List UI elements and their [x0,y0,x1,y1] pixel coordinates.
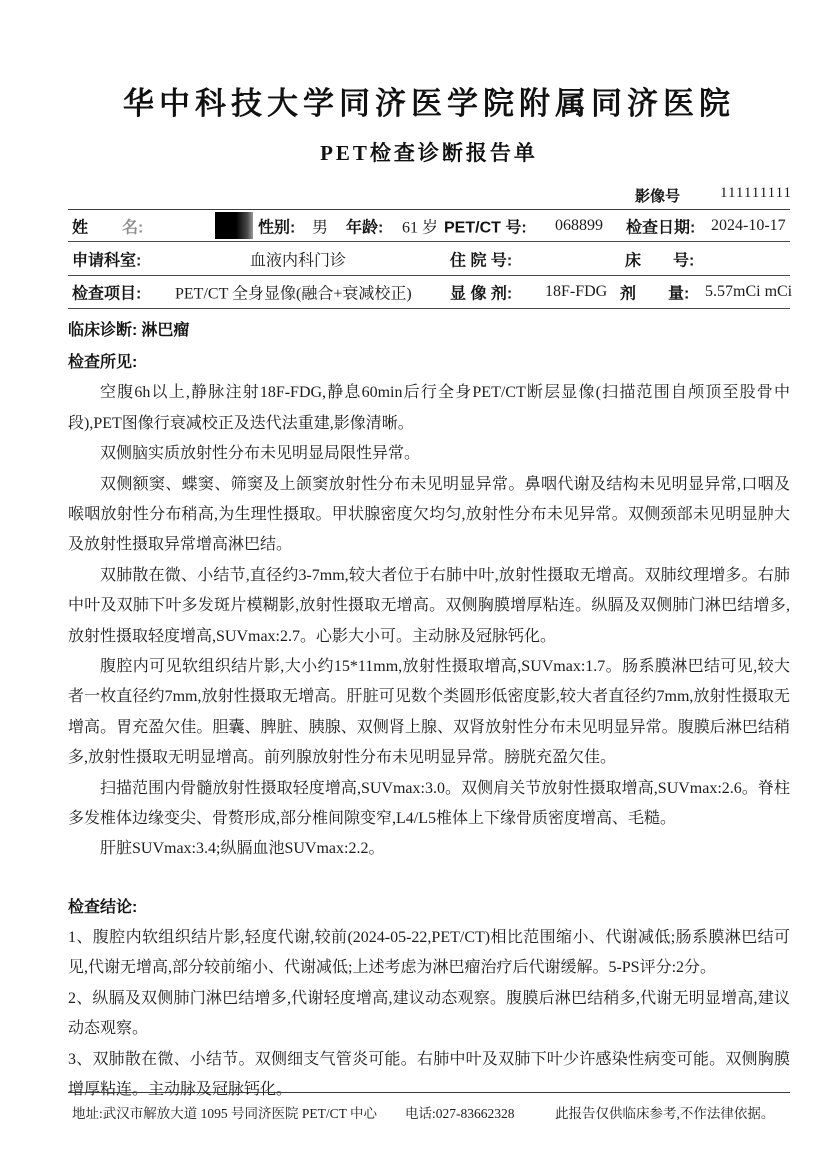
inpatient-no-label: 住 院 号: [450,252,513,270]
finding-paragraph: 扫描范围内骨髓放射性摄取轻度增高,SUVmax:3.0。双侧肩关节放射性摄取增高,SUVmax:2.6。脊柱多发椎体边缘变尖、骨赘形成,部分椎间隙变窄,L4/L5椎体上下缘骨质密度增高、毛糙。 [68,779,790,828]
dose-label: 剂 量: [620,285,690,303]
department-value: 血液内科门诊 [250,252,347,270]
report-content [68,82,793,1105]
tracer-value: 18F-FDG [545,283,608,301]
findings-label: 检查所见: [68,354,138,372]
petct-no-label: PET/CT 号: [444,219,527,237]
patient-info-row-1 [68,210,790,242]
clinical-diagnosis-label: 临床诊断: [68,322,138,340]
finding-paragraph: 空腹6h以上,静脉注射18F-FDG,静息60min后行全身PET/CT断层显像(扫描范围自颅顶至股骨中段),PET图像行衰减校正及迭代法重建,影像清晰。 [68,384,790,432]
clinical-diagnosis-value: 淋巴瘤 [141,322,190,340]
patient-info-row-3 [68,276,793,309]
age-label: 年龄: [346,219,384,237]
report-footer [68,1092,790,1140]
bed-no-label: 床 号: [625,252,695,270]
report-title: PET检查诊断报告单 [320,141,538,166]
conclusion-item: 2、纵膈及双侧肺门淋巴结增多,代谢轻度增高,建议动态观察。腹膜后淋巴结稍多,代谢无明显增高,建议动态观察。 [68,989,790,1038]
footer-address: 地址:武汉市解放大道 1095 号同济医院 PET/CT 中心 [72,1106,378,1121]
image-number-row [68,183,793,209]
exam-item-label: 检查项目: [72,285,142,303]
finding-paragraph: 双侧额窦、蝶窦、筛窦及上颌窦放射性分布未见明显异常。鼻咽代谢及结构未见明显异常,口咽及喉咽放射性分布稍高,为生理性摄取。甲状腺密度欠均匀,放射性分布未见异常。双侧颈部未见明显肿大及放射性摄取异常增高淋巴结。 [68,475,790,554]
conclusion-item: 3、双肺散在微、小结节。双侧细支气管炎可能。右肺中叶及双肺下叶少许感染性病变可能。双侧胸膜增厚粘连。主动脉及冠脉钙化。 [68,1050,790,1098]
footer-disclaimer: 此报告仅供临床参考,不作法律依据。 [555,1106,775,1121]
name-label-part2: 名: [122,219,144,237]
conclusion-label: 检查结论: [68,898,138,916]
clinical-diagnosis-row [68,316,790,346]
image-number-value: 111111111 [720,185,793,202]
redacted-name-value [215,212,253,239]
dose-value: 5.57mCi mCi [705,283,793,301]
name-label-part1: 姓 [72,219,89,237]
gender-value: 男 [312,219,329,237]
finding-paragraph: 双肺散在微、小结节,直径约3-7mm,较大者位于右肺中叶,放射性摄取无增高。双肺纹理增多。右肺中叶及双肺下叶多发斑片模糊影,放射性摄取无增高。双侧胸膜增厚粘连。纵膈及双侧肺门淋巴结增多,放射性摄取轻度增高,SUVmax:2.7。心影大小可。主动脉及冠脉钙化。 [68,566,790,645]
hospital-name: 华中科技大学同济医学院附属同济医院 [123,86,735,121]
gender-label: 性别: [258,219,296,237]
footer-phone: 电话:027-83662328 [405,1106,515,1121]
exam-date-label: 检查日期: [626,219,696,237]
tracer-label: 显 像 剂: [450,285,513,303]
department-label: 申请科室: [72,252,142,270]
patient-info-table [68,209,793,309]
patient-info-row-2 [68,242,790,276]
conclusion-section-header [68,893,790,923]
finding-paragraph: 腹腔内可见软组织结片影,大小约15*11mm,放射性摄取增高,SUVmax:1.7。肠系膜淋巴结可见,较大者一枚直径约7mm,放射性摄取无增高。肝脏可见数个类圆形低密度影,较大者直径约7mm,放射性摄取无增高。胃充盈欠佳。胆囊、脾脏、胰腺、双侧肾上腺、双肾放射性分布未见明显异常。腹膜后淋巴结稍多,放射性摄取无明显增高。前列腺放射性分布未见明显异常。膀胱充盈欠佳。 [68,658,790,767]
petct-no-value: 068899 [555,216,603,234]
exam-date-value: 2024-10-17 [711,216,786,234]
conclusion-item: 1、腹腔内软组织结片影,轻度代谢,较前(2024-05-22,PET/CT)相比范围缩小、代谢减低;肠系膜淋巴结可见,代谢无增高,部分较前缩小、代谢减低;上述考虑为淋巴瘤治疗后代谢缓解。5-PS评分:2分。 [68,928,790,977]
image-number-label: 影像号 [635,188,681,206]
finding-paragraph: 双侧脑实质放射性分布未见明显局限性异常。 [100,445,421,463]
finding-paragraph: 肝脏SUVmax:3.4;纵膈血池SUVmax:2.2。 [100,840,385,858]
exam-item-value: PET/CT 全身显像(融合+衰减校正) [175,285,412,303]
age-value: 61 岁 [402,219,439,237]
findings-section-header [68,348,790,378]
